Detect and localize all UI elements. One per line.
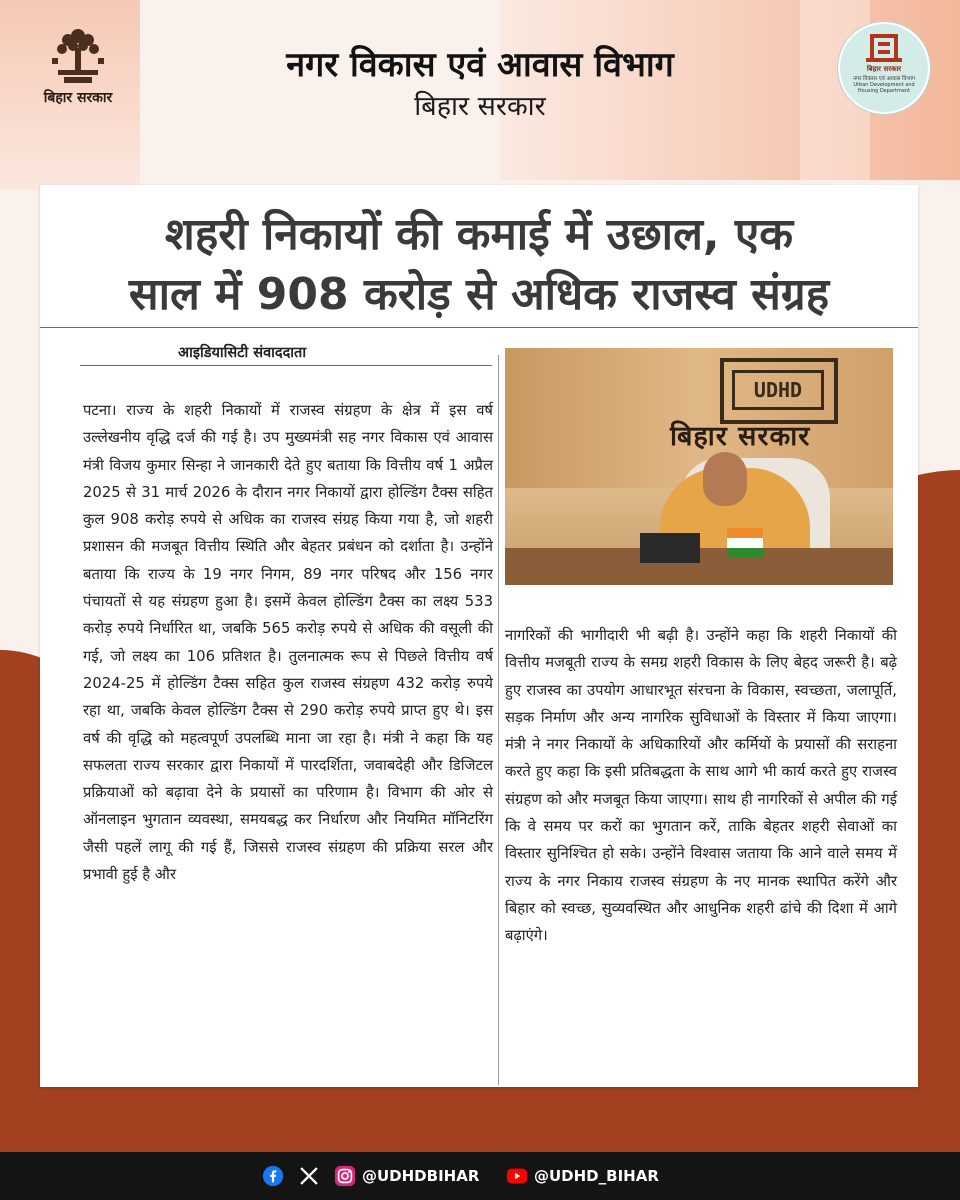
udhd-logo bbox=[838, 22, 930, 114]
article-column-2: नागरिकों की भागीदारी भी बढ़ी है। उन्होंने कहा कि शहरी निकायों की वित्तीय मजबूती राज्य के समग्र शहरी विकास के लिए बेहद जरूरी है। बढ़े हुए राजस्व का उपयोग आधारभूत संरचना के विकास, स्वच्छता, जलापूर्ति, सड़क निर्माण और अन्य नागरिक सुविधाओं के विस्तार में किया जाएगा। मंत्री ने नगर निकायों के अधिकारियों और कर्मियों के प्रयासों की सराहना करते हुए कहा कि इसी प्रतिबद्धता के साथ आगे भी कार्य करते हुए राजस्व संग्रहण को और मजबूत किया जाएगा। साथ ही नागरिकों से अपील की गई कि वे समय पर करों का भुगतान करें, ताकि बेहतर शहरी सेवाओं का विस्तार सुनिश्चित हो सके। उन्होंने विश्वास जताया कि आने वाले समय में राज्य के नगर निकाय राजस्व संग्रहण के नए मानक स्थापित करेंगे और बिहार को स्वच्छ, सुव्यवस्थित और आधुनिक शहरी ढांचे की दिशा में आगे बढ़ाएंगे। bbox=[505, 627, 897, 945]
byline: आइडियासिटी संवाददाता bbox=[178, 345, 307, 361]
photo-monitor bbox=[640, 533, 700, 563]
instagram-link[interactable] bbox=[334, 1164, 479, 1188]
x-link[interactable] bbox=[298, 1164, 320, 1188]
dept-logo-line3a: Urban Development and bbox=[853, 82, 915, 88]
dept-logo-line3b: Housing Department bbox=[857, 88, 911, 94]
instagram-handle: @UDHDBIHAR bbox=[362, 1167, 480, 1185]
headline-rule bbox=[40, 327, 918, 328]
instagram-icon bbox=[334, 1165, 356, 1187]
headline-line-2: साल में 908 करोड़ से अधिक राजस्व संग्रह bbox=[128, 269, 830, 320]
byline-rule bbox=[80, 365, 492, 366]
minister-photo bbox=[505, 348, 893, 585]
gov-logo-text: बिहार सरकार bbox=[43, 90, 113, 106]
column-divider bbox=[498, 355, 499, 1085]
photo-wall-text: बिहार सरकार bbox=[670, 421, 811, 452]
youtube-icon bbox=[506, 1165, 528, 1187]
department-subtitle: बिहार सरकार bbox=[414, 91, 546, 122]
dept-emblem-icon bbox=[864, 30, 904, 64]
photo-emblem-text: UDHD bbox=[732, 370, 824, 410]
facebook-link[interactable] bbox=[262, 1164, 284, 1188]
news-clipping bbox=[40, 185, 918, 1087]
social-footer bbox=[0, 1152, 960, 1200]
headline bbox=[40, 205, 918, 325]
photo-person-head bbox=[703, 452, 747, 506]
photo-wall-emblem bbox=[720, 358, 838, 424]
facebook-icon bbox=[262, 1165, 284, 1187]
bodhi-tree-icon bbox=[46, 22, 110, 86]
x-icon bbox=[298, 1165, 320, 1187]
youtube-handle: @UDHD_BIHAR bbox=[534, 1167, 659, 1185]
department-title: नगर विकास एवं आवास विभाग bbox=[286, 45, 674, 85]
dept-logo-line1: बिहार सरकार bbox=[866, 65, 902, 73]
article-column-1: पटना। राज्य के शहरी निकायों में राजस्व संग्रहण के क्षेत्र में इस वर्ष उल्लेखनीय वृद्धि दर्ज की गई है। उप मुख्यमंत्री सह नगर विकास एवं आवास मंत्री विजय कुमार सिन्हा ने जानकारी देते हुए बताया कि वित्तीय वर्ष 1 अप्रैल 2025 से 31 मार्च 2026 के दौरान नगर निकायों द्वारा होल्डिंग टैक्स सहित कुल 908 करोड़ रुपये से अधिक का राजस्व संग्रह किया गया है, जो शहरी प्रशासन की मजबूत वित्तीय स्थिति और बेहतर प्रबंधन को दर्शाता है। उन्होंने बताया कि राज्य के 19 नगर निगम, 89 नगर परिषद और 156 नगर पंचायतों से यह संग्रहण हुआ है। इसमें केवल होल्डिंग टैक्स का लक्ष्य 533 करोड़ रुपये निर्धारित था, जबकि 565 करोड़ रुपये से अधिक की वसूली की गई, जो लक्ष्य का 106 प्रतिशत है। तुलनात्मक रूप से पिछले वित्तीय वर्ष 2024-25 में होल्डिंग टैक्स सहित कुल राजस्व संग्रहण 432 करोड़ रुपये रहा था, जबकि केवल होल्डिंग टैक्स से 290 करोड़ रुपये प्राप्त हुए थे। इस वर्ष की वृद्धि को महत्वपूर्ण उपलब्धि माना जा रहा है। मंत्री ने कहा कि यह सफलता राज्य सरकार द्वारा निकायों में पारदर्शिता, जवाबदेही और डिजिटल प्रक्रियाओं को बढ़ावा देने के प्रयासों का परिणाम है। विभाग की ओर से ऑनलाइन भुगतान व्यवस्था, समयबद्ध कर निर्धारण और नियमित मॉनिटरिंग जैसी पहलें लागू की गई हैं, जिससे राजस्व संग्रहण की प्रक्रिया सरल और प्रभावी हुई है और bbox=[83, 402, 493, 884]
headline-line-1: शहरी निकायों की कमाई में उछाल, एक bbox=[164, 209, 794, 260]
dept-logo-line2: नगर विकास एवं आवास विभाग bbox=[852, 76, 916, 82]
bihar-govt-logo bbox=[28, 22, 128, 107]
indian-flag-icon bbox=[727, 528, 763, 558]
youtube-link[interactable] bbox=[506, 1164, 659, 1188]
